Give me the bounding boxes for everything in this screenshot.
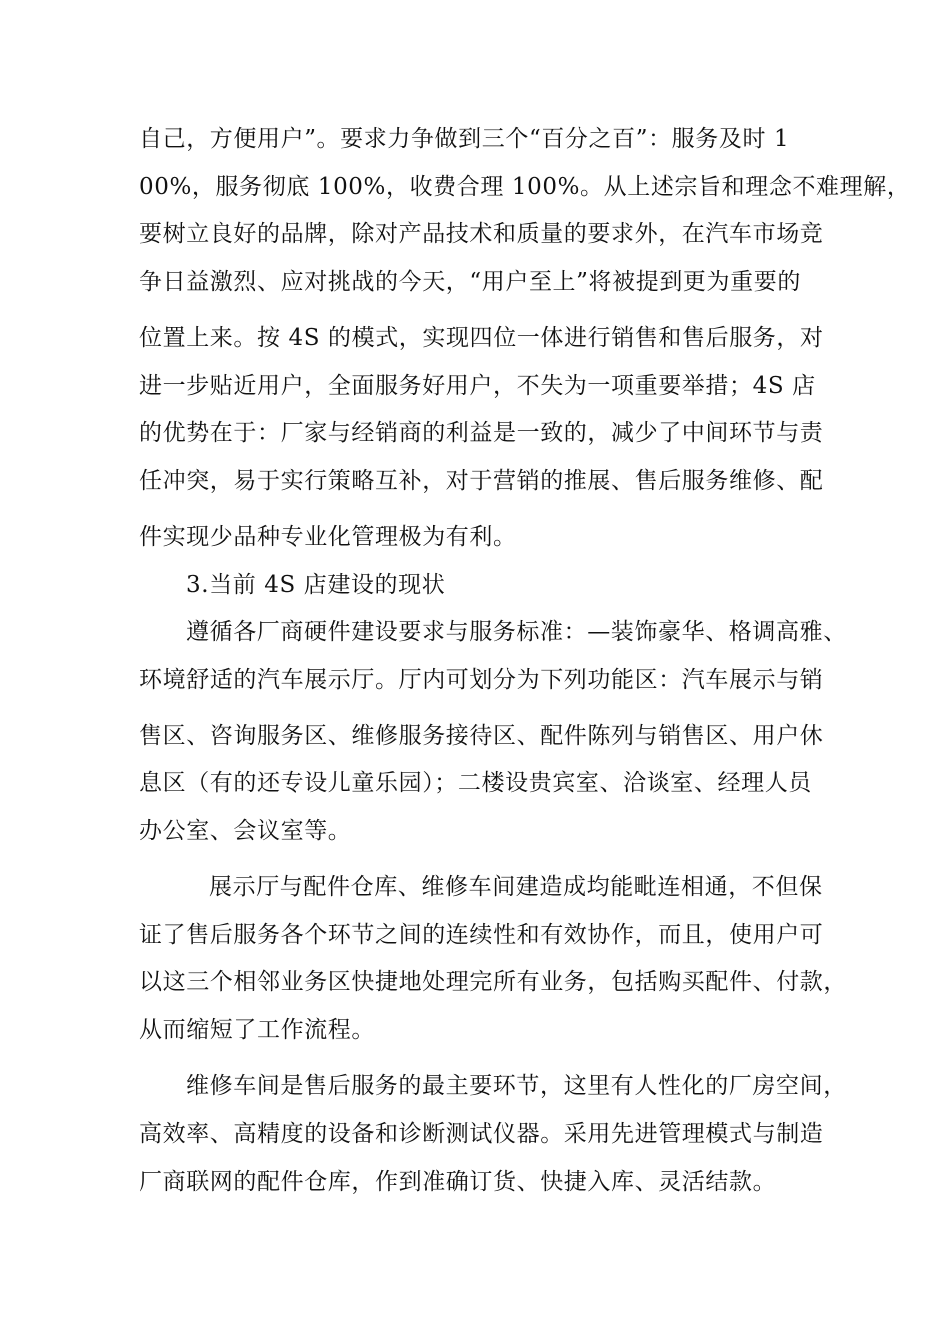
text-line: 要树立良好的品牌，除对产品技术和质量的要求外，在汽车市场竞	[139, 221, 824, 247]
text-line: 自己，方便用户”。要求力争做到三个“百分之百”：服务及时 1	[139, 126, 790, 152]
text-line: 售区、咨询服务区、维修服务接待区、配件陈列与销售区、用户休	[139, 723, 824, 749]
text-line: 进一步贴近用户，全面服务好用户，不失为一项重要举措；4S 店	[139, 373, 816, 399]
text-line: 位置上来。按 4S 的模式，实现四位一体进行销售和售后服务，对	[139, 325, 824, 351]
section-heading: 3.当前 4S 店建设的现状	[186, 572, 446, 598]
text-line: 遵循各厂商硬件建设要求与服务标准：—装饰豪华、格调高雅、	[186, 619, 847, 645]
text-line: 从而缩短了工作流程。	[139, 1017, 375, 1043]
text-line: 厂商联网的配件仓库，作到准确订货、快捷入库、灵活结款。	[139, 1169, 777, 1195]
text-line: 证了售后服务各个环节之间的连续性和有效协作，而且，使用户可	[139, 922, 824, 948]
text-line: 展示厅与配件仓库、维修车间建造成均能毗连相通，不但保	[209, 874, 823, 900]
text-line: 任冲突，易于实行策略互补，对于营销的推展、售后服务维修、配	[139, 468, 824, 494]
text-line: 息区（有的还专设儿童乐园）；二楼设贵宾室、洽谈室、经理人员	[139, 770, 812, 796]
text-line: 以这三个相邻业务区快捷地处理完所有业务，包括购买配件、付款，	[139, 969, 847, 995]
text-line: 高效率、高精度的设备和诊断测试仪器。采用先进管理模式与制造	[139, 1121, 824, 1147]
text-line: 00%，服务彻底 100%，收费合理 100%。从上述宗旨和理念不难理解，	[139, 174, 911, 200]
text-line: 办公室、会议室等。	[139, 818, 352, 844]
text-line: 件实现少品种专业化管理极为有利。	[139, 524, 517, 550]
text-line: 环境舒适的汽车展示厅。厅内可划分为下列功能区：汽车展示与销	[139, 667, 824, 693]
text-line: 争日益激烈、应对挑战的今天，“用户至上”将被提到更为重要的	[139, 269, 801, 295]
text-line: 的优势在于：厂家与经销商的利益是一致的，减少了中间环节与责	[139, 420, 824, 446]
text-line: 维修车间是售后服务的最主要环节，这里有人性化的厂房空间，	[186, 1073, 847, 1099]
